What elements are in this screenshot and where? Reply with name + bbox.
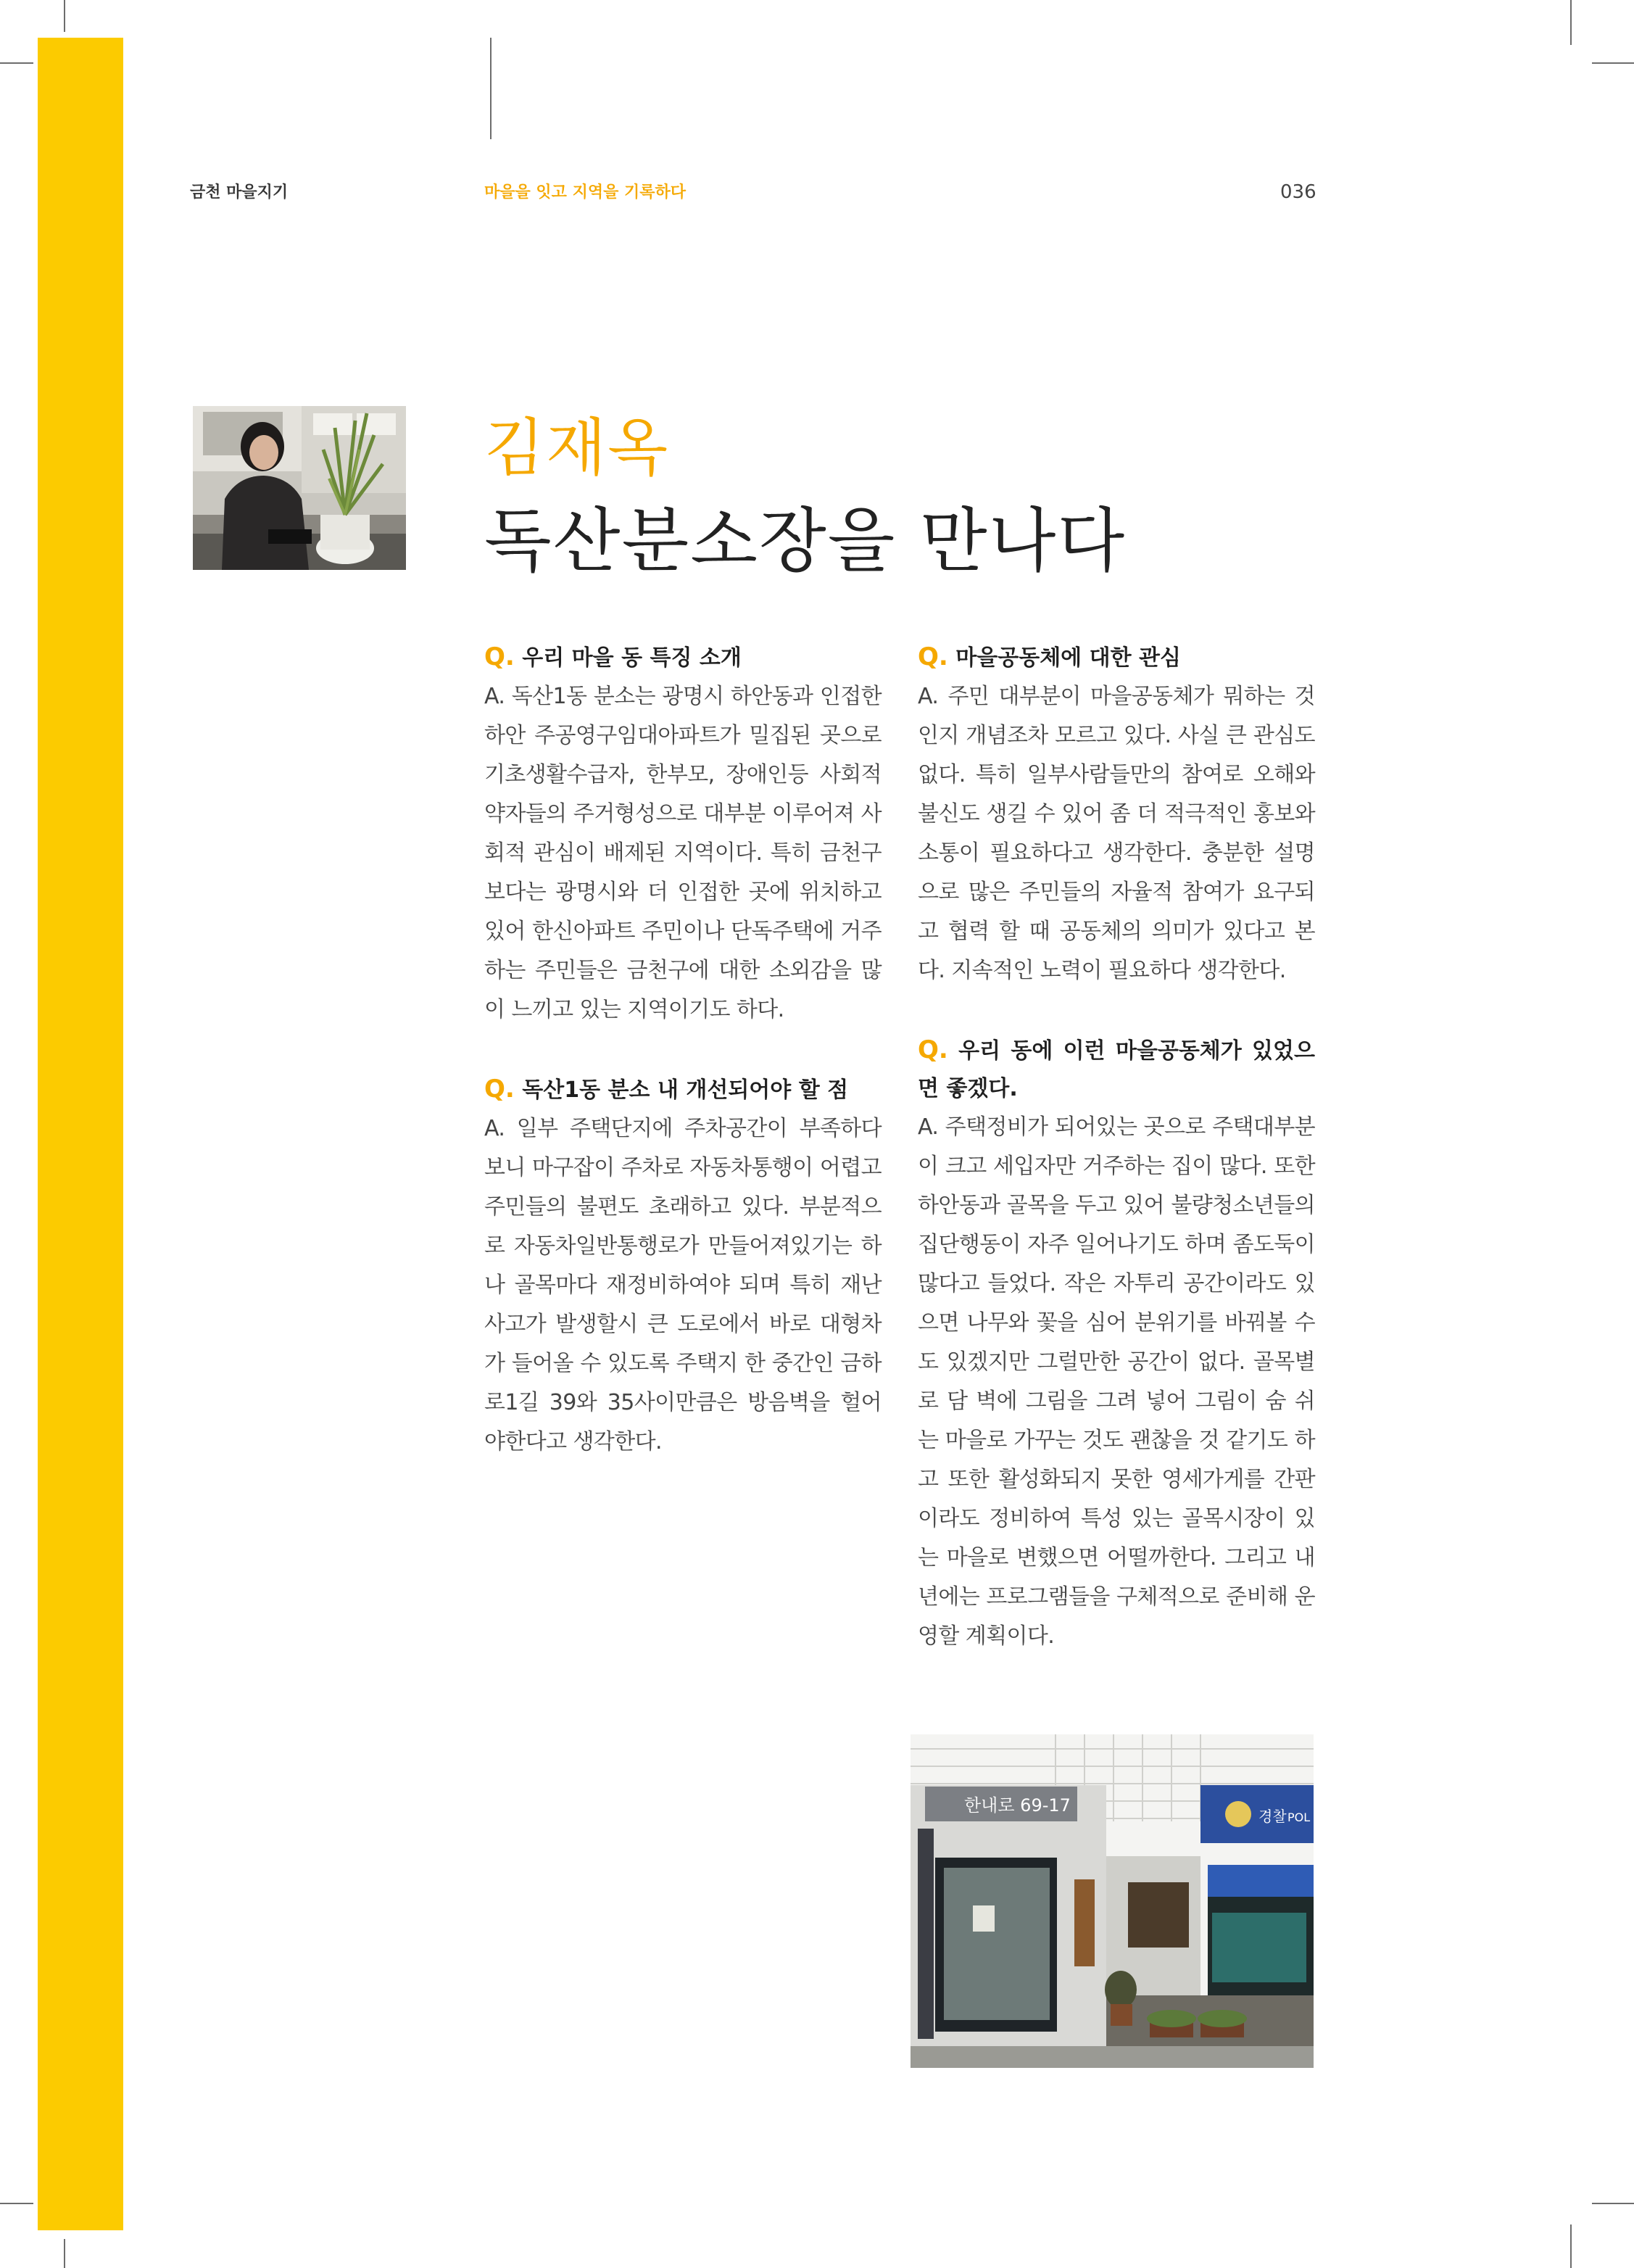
question-text: 우리 동에 이런 마을공동체가 있었으면 좋겠다. <box>918 1038 1315 1101</box>
address-sign: 한내로 69-17 <box>964 1795 1071 1816</box>
question-heading <box>484 1070 882 1109</box>
q-marker: Q. <box>484 1075 515 1104</box>
answer-text: A. 주민 대부분이 마을공동체가 뭐하는 것인지 개념조차 모르고 있다. 사실 큰 관심도 없다. 특히 일부사람들만의 참여로 오해와 불신도 생길 수 있어 좀 더 적극적인 홍보와 소통이 필요하다고 생각한다. 충분한 설명으로 많은 주민들의 자율적 참여가 요구되고 협력 할 때 공동체의 의미가 있다고 본다. 지속적인 노력이 필요하다 생각한다. <box>918 684 1315 983</box>
interviewee-name: 김재옥 <box>484 412 670 484</box>
question-text: 독산1동 분소 내 개선되어야 할 점 <box>522 1077 849 1103</box>
answer-text: A. 주택정비가 되어있는 곳으로 주택대부분이 크고 세입자만 거주하는 집이 많다. 또한 하안동과 골목을 두고 있어 불량청소년들의 집단행동이 자주 일어나기도 하며 좀도둑이 많다고 들었다. 작은 자투리 공간이라도 있으면 나무와 꽃을 심어 분위기를 바꿔볼 수도 있겠지만 그럴만한 공간이 없다. 골목별로 담 벽에 그림을 그려 넣어 그림이 숨 쉬는 마을로 가꾸는 것도 괜찮을 것 같기도 하고 또한 활성화되지 못한 영세가게를 간판이라도 정비하여 특성 있는 골목시장이 있는 마을로 변했으면 어떨까한다. 그리고 내년에는 프로그램들을 구체적으로 준비해 운영할 계획이다. <box>918 1114 1315 1649</box>
q-marker: Q. <box>918 642 948 671</box>
question-text: 마을공동체에 대한 관심 <box>955 645 1181 671</box>
running-header-center: 마을을 잇고 지역을 기록하다 <box>484 183 687 202</box>
question-heading <box>918 1031 1315 1108</box>
article-title: 독산분소장을 만나다 <box>484 500 1127 582</box>
left-column <box>484 638 882 1502</box>
right-column <box>918 638 1315 1697</box>
branch-office-photo <box>911 1734 1314 2068</box>
portrait-photo <box>193 406 406 570</box>
question-text: 우리 마을 동 특징 소개 <box>522 645 742 671</box>
crop-mark <box>64 2239 65 2268</box>
q-marker: Q. <box>918 1035 948 1064</box>
answer-text: A. 일부 주택단지에 주차공간이 부족하다 보니 마구잡이 주차로 자동차통행이 어렵고 주민들의 불편도 초래하고 있다. 부분적으로 자동차일반통행로가 만들어져있기는 하나 골목마다 재정비하여야 되며 특히 재난사고가 발생할시 큰 도로에서 바로 대형차가 들어올 수 있도록 주택지 한 중간인 금하로1길 39와 35사이만큼은 방음벽을 헐어야한다고 생각한다. <box>484 1116 882 1454</box>
crop-mark <box>1592 2203 1634 2204</box>
yellow-side-band <box>38 38 123 2230</box>
answer-text: A. 독산1동 분소는 광명시 하안동과 인접한 하안 주공영구임대아파트가 밀집된 곳으로 기초생활수급자, 한부모, 장애인등 사회적 약자들의 주거형성으로 대부분 이루어져 사회적 관심이 배제된 지역이다. 특히 금천구 보다는 광명시와 더 인접한 곳에 위치하고 있어 한신아파트 주민이나 단독주택에 거주하는 주민들은 금천구에 대한 소외감을 많이 느끼고 있는 지역이기도 하다. <box>484 684 882 1022</box>
crop-mark <box>490 38 492 139</box>
question-heading <box>484 638 882 677</box>
q-marker: Q. <box>484 642 515 671</box>
page-number: 036 <box>1280 181 1316 203</box>
police-sign: 경찰 <box>1258 1808 1287 1825</box>
crop-mark <box>1570 0 1572 45</box>
running-header-left: 금천 마을지기 <box>190 183 289 202</box>
crop-mark <box>0 62 33 64</box>
question-heading <box>918 638 1315 677</box>
crop-mark <box>1570 2224 1572 2268</box>
crop-mark <box>0 2203 33 2204</box>
police-sign-en: POL <box>1287 1810 1311 1824</box>
crop-mark <box>1592 62 1634 64</box>
crop-mark <box>64 0 65 32</box>
